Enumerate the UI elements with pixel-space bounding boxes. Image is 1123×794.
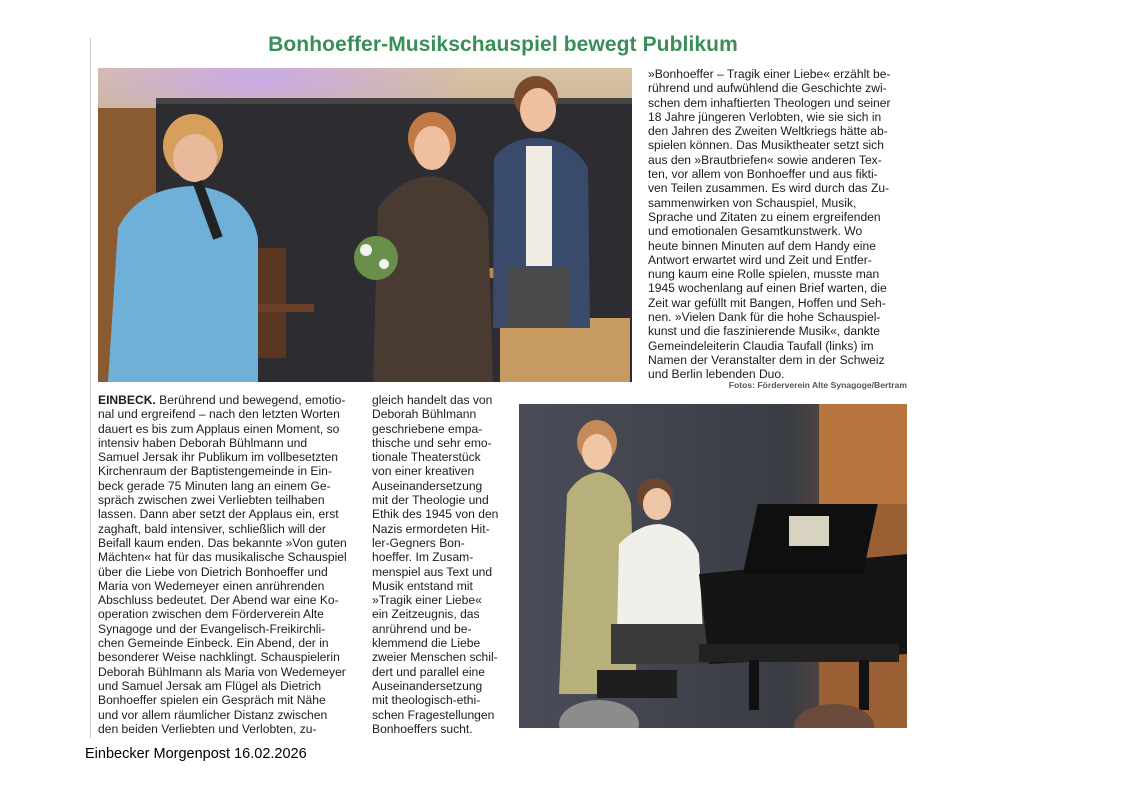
source-footer: Einbecker Morgenpost 16.02.2026 <box>85 746 307 762</box>
headline: Bonhoeffer-Musikschauspiel bewegt Publikum <box>268 33 738 56</box>
article-column-1-text: Berührend und bewegend, emotio- nal und ergreifend – nach den letzten Worten dauert es bis zum Applaus einen Moment, so intensiv haben Deborah Bühlmann und Samuel Jersak ihr Publikum im vollbesetzten Kirchenraum der Baptistengemeinde in Ein- beck gerade 75 Minuten lang an einem Ge- spräch zwischen zwei Verliebten teilhaben lassen. Dann aber setzt der Applaus ein, erst zaghaft, bald intensiver, schließlich will der Beifall kaum enden. Das bekannte »Von guten Mächten« hat für das musikalische Schauspiel über die Liebe von Dietrich Bonhoeffer und Maria von Wedemeyer einen anrührenden Abschluss bedeutet. Der Abend war eine Ko- operation zwischen dem Förderverein Alte Synagoge und der Evangelisch-Freikirchli- chen Gemeinde Einbeck. Ein Abend, der in besonderer Weise nachklingt. Schauspielerin Deborah Bühlmann als Maria von Wedemeyer und Samuel Jersak am Flügel als Dietrich Bonhoeffer spielen ein Gespräch mit Nähe und vor allem räumlicher Distanz zwischen den beiden Verliebten und Verlobten, zu- <box>98 393 347 736</box>
article-column-2: gleich handelt das von Deborah Bühlmann geschriebene empa- thische und sehr emo- tionale Theaterstück von einer kreativen Auseinandersetzung mit der Theologie und Ethik des 1945 von den Nazis ermordeten Hit- ler-Gegners Bon- hoeffer. Im Zusam- menspiel aus Text und Musik entstand mit »Tragik einer Liebe« ein Zeitzeugnis, das anrührend und be- klemmend die Liebe zweier Menschen schil- dert und parallel eine Auseinandersetzung mit theologisch-ethi- schen Fragestellungen Bonhoeffers sucht. <box>372 393 499 736</box>
column-rule <box>90 38 91 738</box>
article-column-1 <box>98 393 368 736</box>
photo-credit: Fotos: Förderverein Alte Synagoge/Bertram <box>728 380 907 390</box>
photo-piano-duo <box>519 404 907 728</box>
dateline: EINBECK. <box>98 393 156 407</box>
photo-stage-three-people <box>98 68 632 382</box>
intro-text: »Bonhoeffer – Tragik einer Liebe« erzählt be- rührend und aufwühlend die Geschichte zwi- schen dem inhaftierten Theologen und seiner 18 Jahre jüngeren Verlobten, wie sie sich in den Jahren des Zweiten Weltkriegs hätte ab- spielen können. Das Musiktheater setzt sich aus den »Brautbriefen« sowie anderen Tex- ten, vor allem von Bonhoeffer und aus fikti- ven Teilen zusammen. Es wird durch das Zu- sammenwirken von Schauspiel, Musik, Sprache und Zitaten zu einem ergreifenden und emotionalen Gesamtkunstwerk. Wo heute binnen Minuten auf dem Handy eine Antwort erwartet wird und Zeit und Entfer- nung kaum eine Rolle spielen, musste man 1945 wochenlang auf einen Brief warten, die Zeit war gefüllt mit Bangen, Hoffen und Seh- nen. »Vielen Dank für die hohe Schauspiel- kunst und die faszinierende Musik«, dankte Gemeindeleiterin Claudia Taufall (links) im Namen der Veranstalter dem in der Schweiz und Berlin lebenden Duo. <box>648 67 891 382</box>
